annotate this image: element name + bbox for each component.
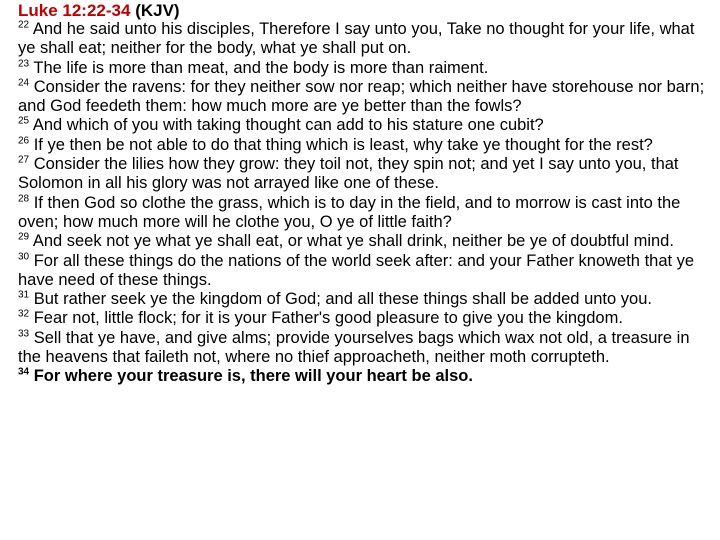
verse-list (18, 20, 708, 387)
verse-number: 22 (18, 19, 30, 31)
verse-25 (18, 116, 708, 135)
scripture-passage (18, 1, 708, 387)
passage-reference: Luke 12:22-34 (18, 1, 131, 20)
verse-31 (18, 290, 708, 309)
verse-24 (18, 78, 708, 117)
verse-32 (18, 309, 708, 328)
verse-text: And which of you with taking thought can add to his stature one cubit? (32, 116, 544, 135)
verse-number: 34 (18, 366, 30, 378)
verse-text: Consider the lilies how they grow: they toil not, they spin not; and yet I say unto you, that Solomon in all his glory was not arrayed like one of these. (18, 155, 679, 193)
verse-text: If then God so clothe the grass, which is to day in the field, and to morrow is cast into the oven; how much more will he clothe you, O ye of little faith? (18, 193, 681, 231)
passage-heading (18, 1, 708, 20)
verse-text: Fear not, little flock; for it is your Father's good pleasure to give you the kingdom. (33, 309, 623, 328)
verse-number: 23 (18, 58, 30, 70)
verse-number: 24 (18, 77, 30, 89)
verse-text: For all these things do the nations of the world seek after: and your Father knoweth that ye have need of these things. (18, 251, 695, 289)
verse-text: And he said unto his disciples, Therefore I say unto you, Take no thought for your life, what ye shall eat; neither for the body, what ye shall put on. (18, 20, 695, 58)
verse-text: The life is more than meat, and the body is more than raiment. (33, 58, 489, 77)
verse-33 (18, 329, 708, 368)
verse-number: 30 (18, 251, 30, 263)
verse-text: For where your treasure is, there will your heart be also. (33, 367, 473, 386)
verse-34 (18, 367, 708, 386)
verse-text: Consider the ravens: for they neither sow nor reap; which neither have storehouse nor barn; and God feedeth them: how much more are ye better than the fowls? (18, 77, 705, 116)
verse-23 (18, 59, 708, 78)
verse-number: 25 (18, 115, 30, 127)
verse-number: 31 (18, 289, 30, 301)
verse-number: 26 (18, 135, 30, 147)
bible-version: (KJV) (135, 1, 180, 20)
verse-number: 28 (18, 193, 30, 205)
verse-27 (18, 155, 708, 194)
verse-number: 33 (18, 328, 30, 340)
verse-text: Sell that ye have, and give alms; provide yourselves bags which wax not old, a treasure in the heavens that faileth not, where no thief approacheth, neither moth corrupteth. (18, 328, 690, 367)
verse-number: 29 (18, 231, 30, 243)
verse-28 (18, 194, 708, 233)
verse-29 (18, 232, 708, 251)
verse-number: 32 (18, 308, 30, 320)
verse-text: But rather seek ye the kingdom of God; and all these things shall be added unto you. (33, 290, 652, 309)
verse-text: And seek not ye what ye shall eat, or what ye shall drink, neither be ye of doubtful mind. (32, 232, 674, 251)
verse-text: If ye then be not able to do that thing which is least, why take ye thought for the rest? (33, 135, 653, 154)
verse-22 (18, 20, 708, 59)
verse-30 (18, 252, 708, 291)
verse-26 (18, 136, 708, 155)
verse-number: 27 (18, 154, 30, 166)
